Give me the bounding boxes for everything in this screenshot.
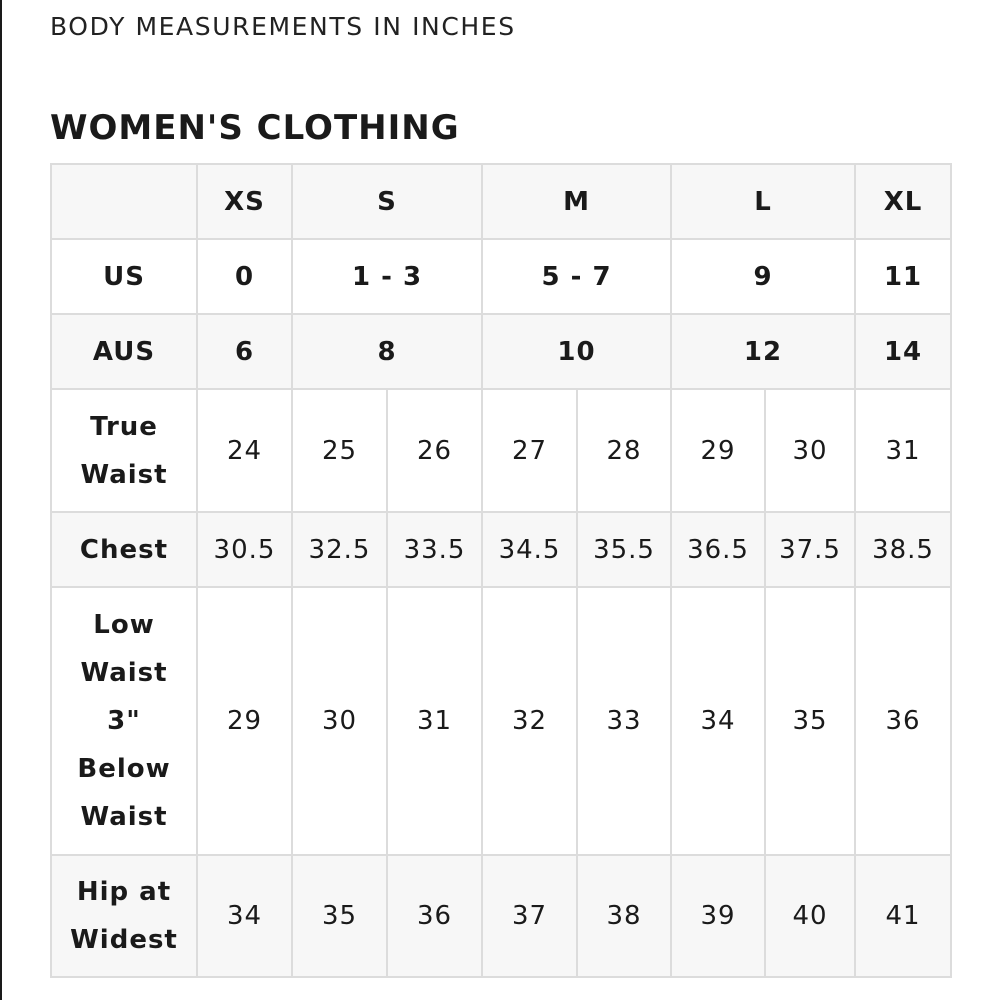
label-line: Below: [77, 754, 171, 784]
table-row-sizes: [51, 164, 951, 239]
us-cell-l: 9: [671, 239, 855, 314]
table-cell: 33.5: [387, 512, 482, 587]
label-line: Waist: [80, 658, 168, 688]
table-row-true-waist: [51, 389, 951, 512]
table-row-aus: [51, 314, 951, 389]
table-cell: 34: [197, 855, 292, 977]
table-cell: 30.5: [197, 512, 292, 587]
us-cell-m: 5 - 7: [482, 239, 671, 314]
table-cell: 26: [387, 389, 482, 512]
table-row-chest: [51, 512, 951, 587]
table-cell: 36: [387, 855, 482, 977]
table-cell: 34: [671, 587, 765, 855]
table-cell: 29: [671, 389, 765, 512]
table-cell: 25: [292, 389, 387, 512]
header-corner-cell: [51, 164, 197, 239]
label-line: Low: [93, 610, 155, 640]
header-cell-s: S: [292, 164, 482, 239]
aus-cell-xs: 6: [197, 314, 292, 389]
table-cell: 35: [765, 587, 855, 855]
size-chart-table: [50, 163, 952, 978]
row-label-low-waist: [51, 587, 197, 855]
table-cell: 28: [577, 389, 671, 512]
label-line: 3": [107, 706, 141, 736]
us-cell-s: 1 - 3: [292, 239, 482, 314]
row-label-aus: AUS: [51, 314, 197, 389]
row-label-true-waist: [51, 389, 197, 512]
table-cell: 37: [482, 855, 577, 977]
table-cell: 34.5: [482, 512, 577, 587]
header-cell-m: M: [482, 164, 671, 239]
table-row-low-waist: [51, 587, 951, 855]
table-cell: 38.5: [855, 512, 951, 587]
table-cell: 41: [855, 855, 951, 977]
table-row-hip: [51, 855, 951, 977]
table-cell: 27: [482, 389, 577, 512]
table-cell: 37.5: [765, 512, 855, 587]
label-line: True: [90, 411, 158, 442]
table-cell: 31: [855, 389, 951, 512]
header-cell-xl: XL: [855, 164, 951, 239]
aus-cell-m: 10: [482, 314, 671, 389]
header-cell-xs: XS: [197, 164, 292, 239]
table-cell: 29: [197, 587, 292, 855]
table-cell: 33: [577, 587, 671, 855]
table-cell: 36: [855, 587, 951, 855]
page-subtitle: BODY MEASUREMENTS IN INCHES: [50, 12, 516, 41]
label-line: Waist: [80, 802, 168, 832]
header-cell-l: L: [671, 164, 855, 239]
table-cell: 35: [292, 855, 387, 977]
table-cell: 32.5: [292, 512, 387, 587]
aus-cell-s: 8: [292, 314, 482, 389]
label-line: Hip at: [76, 877, 172, 907]
table-cell: 32: [482, 587, 577, 855]
left-edge-line: [0, 0, 2, 1000]
row-label-chest: Chest: [51, 512, 197, 587]
row-label-hip: [51, 855, 197, 977]
label-line: Widest: [70, 925, 178, 955]
table-cell: 31: [387, 587, 482, 855]
label-line: Waist: [80, 459, 168, 490]
table-cell: 24: [197, 389, 292, 512]
table-cell: 36.5: [671, 512, 765, 587]
table-row-us: [51, 239, 951, 314]
us-cell-xl: 11: [855, 239, 951, 314]
row-label-us: US: [51, 239, 197, 314]
table-cell: 30: [292, 587, 387, 855]
table-cell: 39: [671, 855, 765, 977]
table-cell: 35.5: [577, 512, 671, 587]
aus-cell-l: 12: [671, 314, 855, 389]
table-cell: 40: [765, 855, 855, 977]
us-cell-xs: 0: [197, 239, 292, 314]
table-cell: 38: [577, 855, 671, 977]
page-title: WOMEN'S CLOTHING: [50, 108, 460, 148]
table-cell: 30: [765, 389, 855, 512]
aus-cell-xl: 14: [855, 314, 951, 389]
